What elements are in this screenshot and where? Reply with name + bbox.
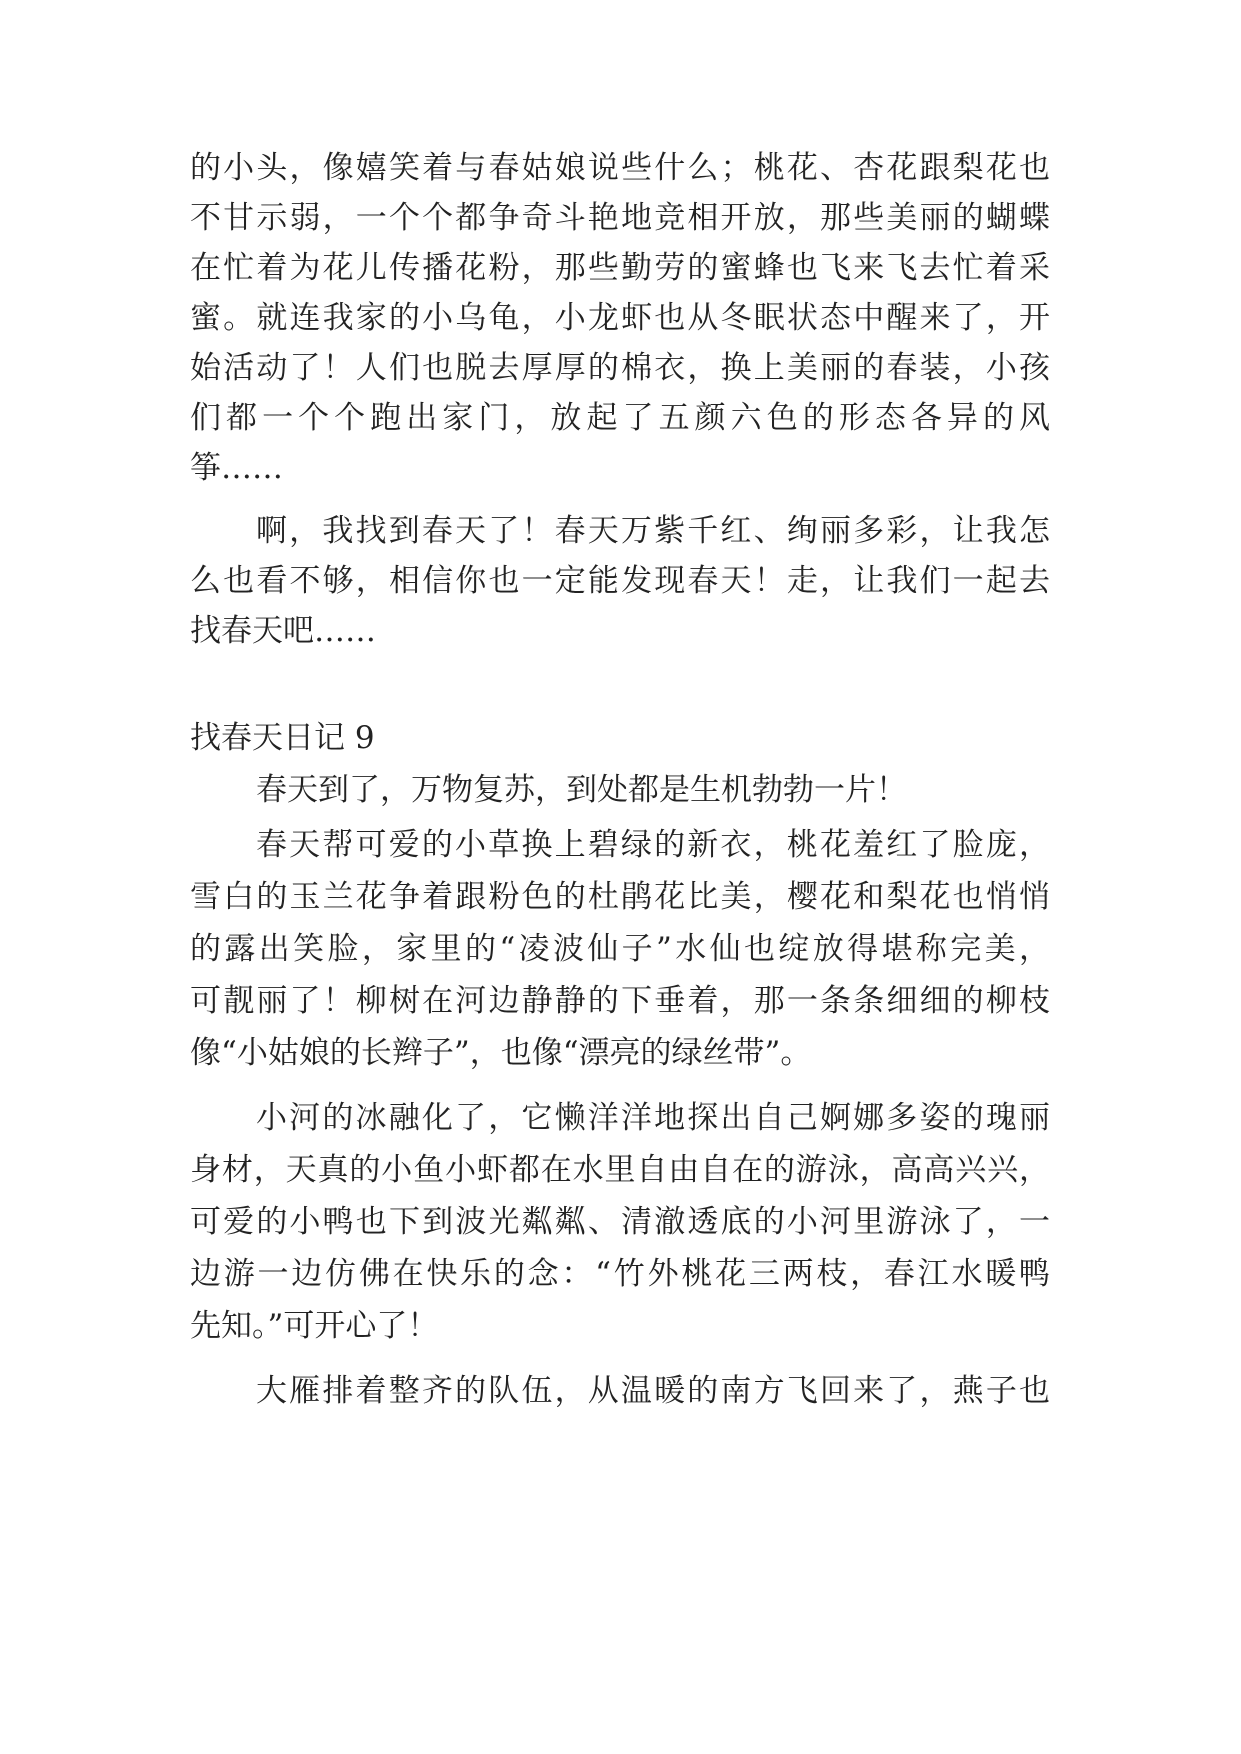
- text-line: 先知。”可开心了！: [190, 1308, 439, 1344]
- text-line: 可爱的小鸭也下到波光粼粼、清澈透底的小河里游泳了，一: [190, 1204, 1050, 1240]
- text-line: 在忙着为花儿传播花粉，那些勤劳的蜜蜂也飞来飞去忙着采: [190, 250, 1050, 286]
- text-line: 始活动了！人们也脱去厚厚的棉衣，换上美丽的春装，小孩: [190, 350, 1050, 386]
- text-line: 蜜。就连我家的小乌龟，小龙虾也从冬眠状态中醒来了，开: [190, 300, 1050, 336]
- text-line: 春天帮可爱的小草换上碧绿的新衣，桃花羞红了脸庞，: [256, 827, 1050, 863]
- text-line: 小河的冰融化了，它懒洋洋地探出自己婀娜多姿的瑰丽: [256, 1100, 1050, 1136]
- text-line: 边游一边仿佛在快乐的念：“竹外桃花三两枝，春江水暖鸭: [190, 1256, 1050, 1292]
- text-line: 像“小姑娘的长辫子”，也像“漂亮的绿丝带”。: [190, 1035, 812, 1071]
- text-line: 雪白的玉兰花争着跟粉色的杜鹃花比美，樱花和梨花也悄悄: [190, 879, 1050, 915]
- text-line: 的露出笑脸，家里的“凌波仙子”水仙也绽放得堪称完美，: [190, 931, 1050, 967]
- text-line: 春天到了，万物复苏，到处都是生机勃勃一片！: [256, 772, 907, 808]
- text-line: 大雁排着整齐的队伍，从温暖的南方飞回来了，燕子也: [256, 1373, 1050, 1409]
- section-title: 找春天日记 9: [190, 720, 375, 756]
- text-line: 们都一个个跑出家门，放起了五颜六色的形态各异的风: [190, 400, 1050, 436]
- text-line: 的小头，像嬉笑着与春姑娘说些什么；桃花、杏花跟梨花也: [190, 150, 1050, 186]
- text-line: 可靓丽了！柳树在河边静静的下垂着，那一条条细细的柳枝: [190, 983, 1050, 1019]
- text-line: 找春天吧……: [190, 613, 376, 649]
- text-line: 身材，天真的小鱼小虾都在水里自由自在的游泳，高高兴兴，: [190, 1152, 1050, 1188]
- text-line: 不甘示弱，一个个都争奇斗艳地竞相开放，那些美丽的蝴蝶: [190, 200, 1050, 236]
- text-line: 么也看不够，相信你也一定能发现春天！走，让我们一起去: [190, 563, 1050, 599]
- text-line: 筝……: [190, 450, 283, 486]
- text-line: 啊，我找到春天了！春天万紫千红、绚丽多彩，让我怎: [256, 513, 1050, 549]
